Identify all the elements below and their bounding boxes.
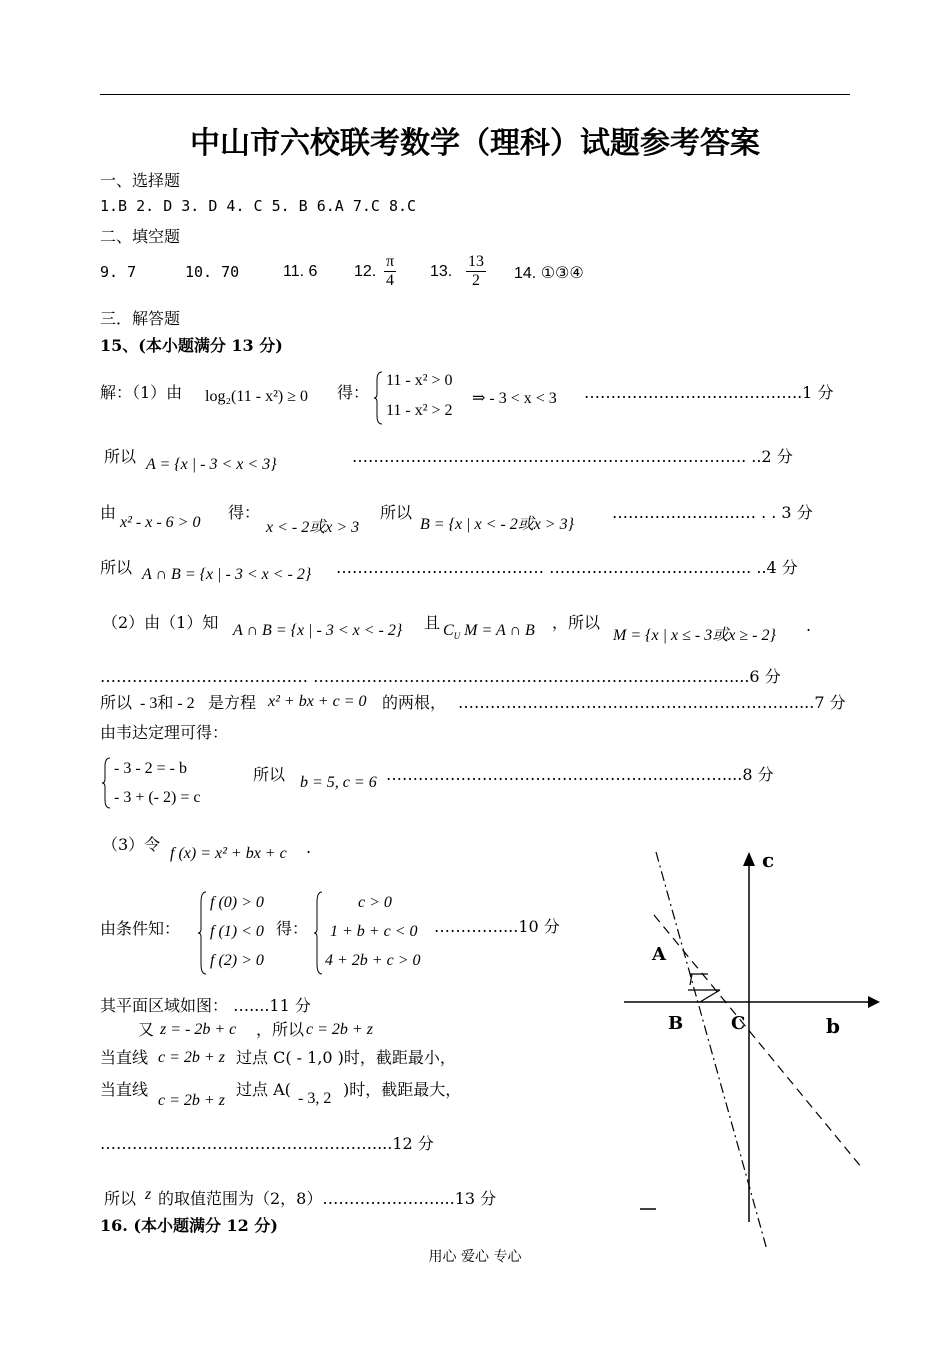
q15-l5-math3: M = {x | x ≤ - 3或x ≥ - 2} (613, 627, 776, 644)
q15-l7-roots: - 3和 - 2 (140, 695, 195, 712)
point-b-label: B (668, 1013, 684, 1034)
q15-heading: 15、(本小题满分 13 分) (100, 336, 283, 355)
q15-l11-de: 得： (276, 919, 309, 938)
q15-l11-sys2a: c > 0 (358, 894, 392, 911)
q15-l14-math: c = 2b + z (158, 1049, 225, 1066)
frac-12-den: 4 (386, 272, 395, 289)
fill-answer-14: 14. ①③④ (514, 265, 584, 282)
q15-l15-math: c = 2b + z (158, 1092, 225, 1109)
q15-l11-sys1b: f (1) < 0 (210, 923, 264, 940)
q15-l3-score: ……………………… . . 3 分 (612, 503, 813, 522)
q15-l11-pre: 由条件知： (100, 919, 181, 938)
q15-l5-cm: M = A ∩ B (464, 622, 535, 639)
b-axis-arrow (868, 996, 880, 1008)
q15-l4-math: A ∩ B = {x | - 3 < x < - 2} (142, 566, 312, 583)
q15-l1-score: …………………………………..1 分 (584, 383, 834, 402)
q15-l1-de: 得： (337, 383, 370, 402)
q15-l17-pre: 所以 (104, 1189, 137, 1208)
frac-13-num: 13 (468, 253, 484, 270)
q15-l10-pre: （3）令 (102, 835, 161, 854)
q15-l1-log: log₂(11 - x²) ≥ 0 (205, 388, 308, 405)
q15-l14-pre: 当直线 (100, 1048, 149, 1067)
q15-l1-pre: 解：（1）由 (100, 383, 183, 402)
q15-l11-sys1c: f (2) > 0 (210, 952, 264, 969)
page-footer: 用心 爱心 专心 (428, 1249, 522, 1265)
axis-b-label: b (826, 1014, 840, 1038)
point-c-label: C (731, 1013, 746, 1034)
q15-l8: 由韦达定理可得： (100, 723, 229, 742)
shaded-region (688, 974, 720, 1002)
q15-l3-de: 得： (228, 503, 261, 522)
q15-l16-score: ……………………………………………....12 分 (100, 1134, 434, 1153)
fill-answer-13-label: 13. (430, 263, 453, 280)
page-title: 中山市六校联考数学（理科）试题参考答案 (190, 126, 760, 161)
q15-l7-score: ………………………………………………………....7 分 (458, 693, 846, 712)
q15-l4-score: ………………………………… ……………………………….. ..4 分 (336, 558, 798, 577)
fill-answer-10: 10. 70 (185, 263, 240, 281)
dashdot-line (656, 852, 767, 1250)
q15-l3-math3: B = {x | x < - 2或x > 3} (420, 516, 574, 533)
q15-l6-score: ………………………………… ……………………………………………………………………....6 分 (100, 667, 781, 686)
q15-l17-z: z (145, 1186, 152, 1203)
q15-l17-post: 的取值范围为（2，8）…………………....13 分 (158, 1189, 497, 1208)
q15-l15-pre: 当直线 (100, 1080, 149, 1099)
choice-answers: 1.B 2. D 3. D 4. C 5. B 6.A 7.C 8.C (100, 197, 417, 215)
q15-l1-sys1: 11 - x² > 0 (386, 372, 453, 389)
q15-l9-sys2: - 3 + (- 2) = c (114, 789, 201, 806)
q16-heading: 16. (本小题满分 12 分) (100, 1216, 278, 1235)
q15-l2-score: ……………………………………………………………….. ..2 分 (352, 447, 793, 466)
q15-l15-post1: 过点 A( (236, 1080, 291, 1099)
q15-l5-pre: （2）由（1）知 (102, 613, 219, 632)
q15-l13-math1: z = - 2b + c (160, 1021, 237, 1038)
q15-l3-suoyi: 所以 (380, 503, 413, 522)
q15-l9-suoyi: 所以 (253, 765, 286, 784)
q15-l11-sys1a: f (0) > 0 (210, 894, 264, 911)
q15-l3-math2: x < - 2或x > 3 (266, 519, 360, 536)
q15-l14-post: 过点 C( - 1,0 )时，截距最小， (236, 1048, 456, 1067)
q15-l4-pre: 所以 (100, 558, 133, 577)
fill-answer-11: 11. 6 (283, 263, 318, 280)
c-axis-arrow (743, 852, 755, 866)
q15-l9-sys1: - 3 - 2 = - b (114, 760, 188, 777)
q15-l10-end: . (306, 838, 312, 857)
q15-l11-sys2c: 4 + 2b + c > 0 (325, 952, 421, 969)
q15-l5-c: C (443, 622, 454, 639)
q15-l7-post: 的两根， (382, 693, 447, 712)
q15-l3-pre: 由 (100, 503, 117, 522)
q15-l15-post2: )时，截距最大， (343, 1080, 462, 1099)
q15-l11-sys2b: 1 + b + c < 0 (330, 923, 418, 940)
q15-l13-pre: 又 (138, 1020, 155, 1039)
q15-l12: 其平面区域如图： …....11 分 (100, 996, 311, 1015)
fill-answer-12-label: 12. (354, 263, 377, 280)
q15-l5-math1: A ∩ B = {x | - 3 < x < - 2} (233, 622, 403, 639)
q15-l5-suoyi: ，所以 (552, 613, 601, 632)
q15-l2-math: A = {x | - 3 < x < 3} (146, 456, 277, 473)
q15-l9-score: ………………………………………………………....8 分 (386, 765, 774, 784)
q15-l13-math2: c = 2b + z (306, 1021, 373, 1038)
q15-l10-math: f (x) = x² + bx + c (170, 845, 287, 862)
axis-c-label: c (762, 848, 775, 872)
q15-l11-score: …………....10 分 (434, 917, 560, 936)
q15-l7-mid: 是方程 (208, 693, 257, 712)
q15-l3-math1: x² - x - 6 > 0 (120, 514, 201, 531)
q15-l5-end: . (806, 616, 812, 635)
q15-l7-equation: x² + bx + c = 0 (268, 693, 367, 710)
dash-mark-text (640, 1196, 656, 1215)
point-a-label: A (652, 944, 666, 965)
q15-l2-pre: 所以 (104, 447, 137, 466)
dashed-line (654, 915, 862, 1168)
section-fill-heading: 二、填空题 (100, 227, 181, 246)
q15-l1-sys2: 11 - x² > 2 (386, 402, 453, 419)
q15-l15-point: - 3, 2 (298, 1090, 332, 1107)
q15-l7-pre: 所以 (100, 693, 133, 712)
fill-answer-9: 9. 7 (100, 263, 137, 281)
region-line-3 (700, 990, 720, 1002)
q15-l5-sub: U (453, 631, 461, 642)
frac-13-den: 2 (472, 272, 480, 289)
q15-l5-qie: 且 (424, 613, 441, 632)
q15-l1-result: ⇒ - 3 < x < 3 (472, 390, 557, 407)
q15-l9-math: b = 5, c = 6 (300, 774, 377, 791)
figure-axes (624, 852, 880, 1222)
section-solve-heading: 三．解答题 (100, 309, 181, 328)
section-choice-heading: 一、选择题 (100, 171, 181, 190)
q15-l13-mid: ，所以 (256, 1020, 305, 1039)
frac-12-num: π (386, 253, 395, 270)
